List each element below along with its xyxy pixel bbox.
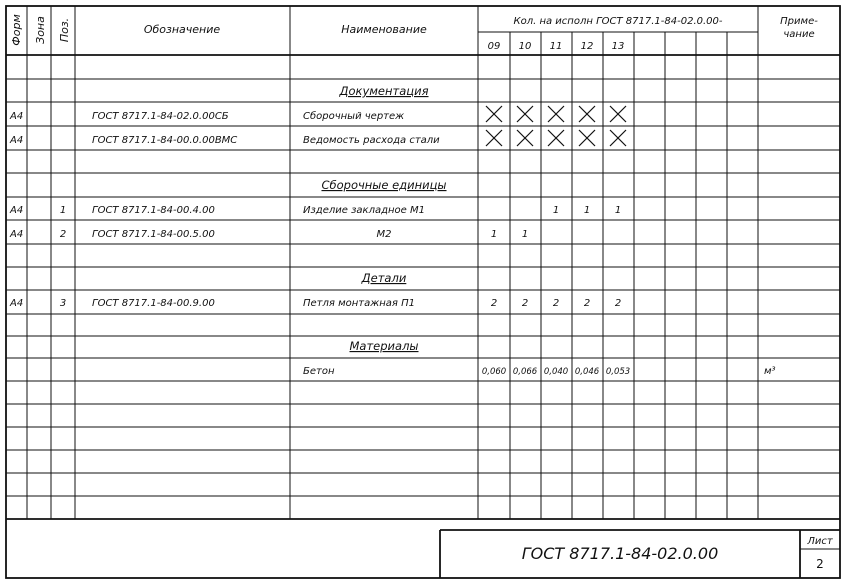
header-name: Наименование [341, 23, 427, 36]
title-block-designation: ГОСТ 8717.1-84-02.0.00 [521, 544, 719, 563]
quantity-cell: 0,046 [574, 367, 600, 377]
cross-mark [579, 106, 595, 122]
header-variant-09: 09 [487, 41, 501, 52]
row-format: А4 [10, 205, 24, 216]
cross-mark [610, 130, 626, 146]
header-variant-13: 13 [611, 41, 625, 52]
quantity-cell: 1 [614, 205, 622, 216]
row-designation: ГОСТ 8717.1-84-00.4.00 [92, 205, 215, 216]
row-format: А4 [10, 135, 24, 146]
header-qty-title: Кол. на исполн ГОСТ 8717.1-84-02.0.00- [513, 16, 723, 27]
table-row [9, 205, 425, 216]
quantity-cell: 0,053 [605, 367, 631, 377]
quantity-cell: 0,060 [481, 367, 507, 377]
row-name: Изделие закладное М1 [303, 205, 425, 216]
cross-mark [517, 130, 533, 146]
header-designation: Обозначение [143, 23, 221, 36]
table-row [9, 110, 404, 122]
cross-mark [486, 106, 502, 122]
quantity-cell: 1 [583, 205, 591, 216]
quantity-cell: 2 [521, 298, 529, 309]
header-variant-10: 10 [518, 41, 532, 52]
header-position: Поз. [58, 17, 71, 43]
cross-mark [548, 106, 564, 122]
table-grid [6, 6, 840, 519]
header-variant-12: 12 [580, 41, 594, 52]
cross-mark [610, 106, 626, 122]
row-name: Петля монтажная П1 [303, 298, 415, 309]
header-note: Приме-чание [780, 16, 818, 40]
section-documentation: Документация [339, 84, 429, 98]
quantity-cell: 1 [552, 205, 560, 216]
table-row [303, 366, 776, 377]
row-name: Сборочный чертеж [303, 111, 405, 122]
header-variant-11: 11 [549, 41, 563, 52]
table-row [9, 298, 415, 309]
quantity-cell: 0,066 [512, 367, 538, 377]
row-position: 1 [59, 205, 67, 216]
quantity-cell: 2 [614, 298, 622, 309]
table-header [10, 14, 818, 52]
row-name: Ведомость расхода стали [303, 135, 440, 146]
table-row [9, 135, 440, 146]
cross-mark [517, 106, 533, 122]
quantity-cell: 1 [490, 229, 498, 240]
row-name: Бетон [303, 366, 335, 377]
quantity-cell: 0,040 [543, 367, 569, 377]
row-position: 3 [59, 298, 67, 309]
row-position: 2 [59, 229, 67, 240]
quantity-cell: 1 [521, 229, 529, 240]
row-designation: ГОСТ 8717.1-84-02.0.00СБ [92, 111, 229, 122]
row-designation: ГОСТ 8717.1-84-00.9.00 [92, 298, 215, 309]
table-row [9, 229, 392, 240]
cross-mark [548, 130, 564, 146]
header-zone: Зона [34, 16, 47, 44]
quantity-cell: 2 [552, 298, 560, 309]
row-designation: ГОСТ 8717.1-84-00.5.00 [92, 229, 215, 240]
row-note: м³ [764, 366, 776, 377]
section-materials: Материалы [349, 339, 419, 353]
header-format: Форм [10, 14, 23, 46]
section-assemblies: Сборочные единицы [321, 178, 447, 192]
quantity-cells [482, 205, 630, 377]
section-details: Детали [361, 271, 407, 285]
sheet-label: Лист [807, 536, 833, 547]
row-name: М2 [376, 229, 392, 240]
row-format: А4 [10, 111, 24, 122]
cross-mark [486, 130, 502, 146]
row-format: А4 [10, 229, 24, 240]
quantity-cell: 2 [490, 298, 498, 309]
quantity-cell: 2 [583, 298, 591, 309]
row-format: А4 [10, 298, 24, 309]
cross-mark [579, 130, 595, 146]
row-designation: ГОСТ 8717.1-84-00.0.00ВМС [92, 135, 238, 146]
sheet-number: 2 [816, 557, 824, 571]
title-block [440, 530, 840, 578]
